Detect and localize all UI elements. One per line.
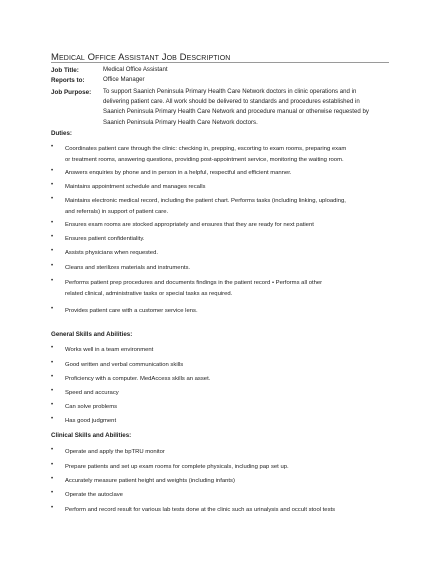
list-item-text: Provides patient care with a customer service lens. <box>65 308 198 314</box>
list-item-text: Operate the autoclave <box>65 492 123 498</box>
title-divider <box>51 62 389 63</box>
bullet-glyph: • <box>51 248 54 254</box>
bullet-glyph: • <box>51 374 54 380</box>
duties-heading: Duties: <box>51 130 72 137</box>
bullet-glyph: • <box>51 278 54 284</box>
job-purpose-label: Job Purpose: <box>51 89 92 96</box>
list-item-text: Has good judgment <box>65 418 117 424</box>
list-item-text: Ensures patient confidentiality. <box>65 236 145 242</box>
list-item-text: Good written and verbal communication skills <box>65 362 184 368</box>
list-item-text: Coordinates patient care through the clinic: checking in, prepping, escorting to exam rooms, preparing exam <box>65 146 347 152</box>
bullet-glyph: • <box>51 168 54 174</box>
general-skills-heading: General Skills and Abilities: <box>51 331 133 338</box>
bullet-glyph: • <box>51 416 54 422</box>
list-item-text: Maintains appointment schedule and manages recalls <box>65 184 206 190</box>
job-title-value: Medical Office Assistant <box>103 66 168 73</box>
bullet-glyph: • <box>51 447 54 453</box>
job-purpose-line: To support Saanich Peninsula Primary Health Care Network doctors in clinic operations and in <box>103 88 357 95</box>
list-item-text: Proficiency with a computer. MedAccess skills an asset. <box>65 376 211 382</box>
bullet-glyph: • <box>51 360 54 366</box>
bullet-glyph: • <box>51 234 54 240</box>
list-item-text: Prepare patients and set up exam rooms for complete physicals, including pap set up. <box>65 464 289 470</box>
document-title: Medical Office Assistant Job Description <box>51 52 231 63</box>
list-item-text: Cleans and sterilizes materials and instruments. <box>65 265 191 271</box>
job-purpose-line: delivering patient care. All work should be delivered to standards and procedures established in <box>103 98 360 105</box>
job-title-label: Job Title: <box>51 67 79 74</box>
list-item-text: Ensures exam rooms are stocked appropriately and ensures that they are ready for next patient <box>65 222 314 228</box>
list-item-text: and referrals) in support of patient care. <box>65 208 169 215</box>
bullet-glyph: • <box>51 402 54 408</box>
list-item-text: Operate and apply the bpTRU monitor <box>65 449 165 455</box>
list-item-text: Performs patient prep procedures and documents findings in the patient record • Performs all other <box>65 280 323 286</box>
bullet-glyph: • <box>51 263 54 269</box>
bullet-glyph: • <box>51 196 54 202</box>
bullet-glyph: • <box>51 388 54 394</box>
bullet-glyph: • <box>51 476 54 482</box>
bullet-glyph: • <box>51 505 54 511</box>
bullet-glyph: • <box>51 462 54 468</box>
list-item-text: Maintains electronic medical record, including the patient chart. Performs tasks (including linking, uploading, <box>65 198 346 204</box>
reports-to-value: Office Manager <box>103 76 145 83</box>
bullet-glyph: • <box>51 144 54 150</box>
list-item-text: Perform and record result for various lab tests done at the clinic such as urinalysis and occult stool tests <box>65 507 336 513</box>
bullet-glyph: • <box>51 306 54 312</box>
list-item-text: or treatment rooms, answering questions, providing post-appointment service, monitoring the waiting room. <box>65 156 344 163</box>
list-item-text: Accurately measure patient height and weights (including infants) <box>65 478 235 484</box>
list-item-text: Answers enquiries by phone and in person in a helpful, respectful and efficient manner. <box>65 170 292 176</box>
list-item-text: Can solve problems <box>65 404 118 410</box>
bullet-glyph: • <box>51 182 54 188</box>
bullet-glyph: • <box>51 490 54 496</box>
job-purpose-line: Saanich Peninsula Primary Health Care Network doctors. <box>103 119 258 126</box>
bullet-glyph: • <box>51 220 54 226</box>
reports-to-label: Reports to: <box>51 77 85 84</box>
list-item-text: Works well in a team environment <box>65 347 154 353</box>
job-purpose-line: Saanich Peninsula Primary Health Care Network and procedure manual or otherwise requested by <box>103 108 369 115</box>
list-item-text: Assists physicians when requested. <box>65 250 158 256</box>
list-item-text: related clinical, administrative tasks or special tasks as required. <box>65 290 233 297</box>
list-item-text: Speed and accuracy <box>65 390 119 396</box>
bullet-glyph: • <box>51 345 54 351</box>
clinical-skills-heading: Clinical Skills and Abilities: <box>51 432 132 439</box>
